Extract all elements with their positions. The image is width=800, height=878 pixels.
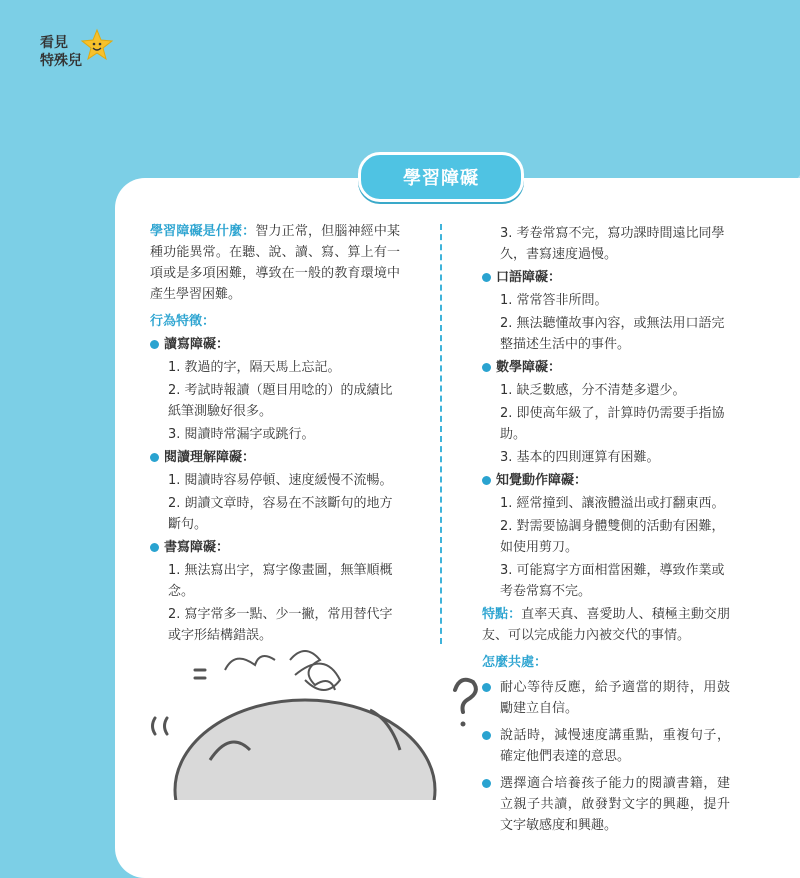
confused-child-illustration — [115, 640, 495, 800]
list-item: 3. 閱讀時常漏字或跳行。 — [168, 427, 315, 442]
group-title: 數學障礙： — [482, 357, 730, 378]
feature-paragraph — [482, 604, 730, 646]
list-item: 2. 即使高年級了，計算時仍需要手指協助。 — [500, 406, 725, 442]
list-item: 1. 閱讀時容易停頓、速度緩慢不流暢。 — [168, 473, 393, 488]
list-item: 1. 無法寫出字，寫字像畫圖，無筆順概念。 — [168, 563, 393, 599]
howto-item: 說話時，減慢速度講重點，重複句子，確定他們表達的意思。 — [482, 725, 730, 767]
list-item: 3. 基本的四則運算有困難。 — [500, 450, 660, 465]
list-item: 1. 教過的字，隔天馬上忘記。 — [168, 360, 341, 375]
list-item: 2. 寫字常多一點、少一撇，常用替代字或字形結構錯誤。 — [168, 607, 393, 643]
logo-line-1: 看見 — [40, 35, 68, 51]
list-item: 3. 考卷常寫不完，寫功課時間遠比同學久，書寫速度過慢。 — [500, 226, 725, 262]
list-item: 1. 缺乏數感，分不清楚多還少。 — [500, 383, 686, 398]
behavior-section-title: 行為特徵： — [150, 314, 216, 329]
group-title: 書寫障礙： — [150, 537, 400, 558]
column-divider — [440, 224, 442, 644]
group-title: 口語障礙： — [482, 267, 730, 288]
howto-item: 選擇適合培養孩子能力的閱讀書籍，建立親子共讀，啟發對文字的興趣，提升文字敏感度和興趣。 — [482, 773, 730, 836]
list-item: 2. 朗讀文章時，容易在不該斷句的地方斷句。 — [168, 496, 393, 532]
intro-text: 智力正常，但腦神經中某種功能異常。在聽、說、讀、寫、算上有一項或是多項困難，導致在一般的教育環境中產生學習困難。 — [150, 224, 400, 302]
list-item: 2. 考試時報讀（題目用唸的）的成績比紙筆測驗好很多。 — [168, 383, 393, 419]
list-item: 2. 對需要協調身體雙側的活動有困難，如使用剪刀。 — [500, 519, 725, 555]
feature-text: 直率天真、喜愛助人、積極主動交朋友、可以完成能力內被交代的事情。 — [482, 607, 730, 643]
group-title: 讀寫障礙： — [150, 334, 400, 355]
smiley-star-icon — [80, 28, 114, 62]
feature-label: 特點： — [482, 607, 522, 622]
list-item: 1. 常常答非所問。 — [500, 293, 608, 308]
logo — [40, 30, 130, 80]
right-column — [482, 221, 730, 842]
group-title: 知覺動作障礙： — [482, 470, 730, 491]
logo-line-2: 特殊兒 — [40, 53, 82, 69]
howto-item: 耐心等待反應，給予適當的期待，用鼓勵建立自信。 — [482, 677, 730, 719]
howto-section-title: 怎麼共處： — [482, 655, 548, 670]
page-title: 學習障礙 — [358, 152, 524, 202]
list-item: 2. 無法聽懂故事內容，或無法用口語完整描述生活中的事件。 — [500, 316, 725, 352]
intro-paragraph — [150, 221, 400, 305]
left-column — [150, 221, 400, 648]
list-item: 3. 可能寫字方面相當困難，導致作業或考卷常寫不完。 — [500, 563, 725, 599]
list-item: 1. 經常撞到、讓液體溢出或打翻東西。 — [500, 496, 725, 511]
intro-label: 學習障礙是什麼： — [150, 224, 256, 239]
group-title: 閱讀理解障礙： — [150, 447, 400, 468]
